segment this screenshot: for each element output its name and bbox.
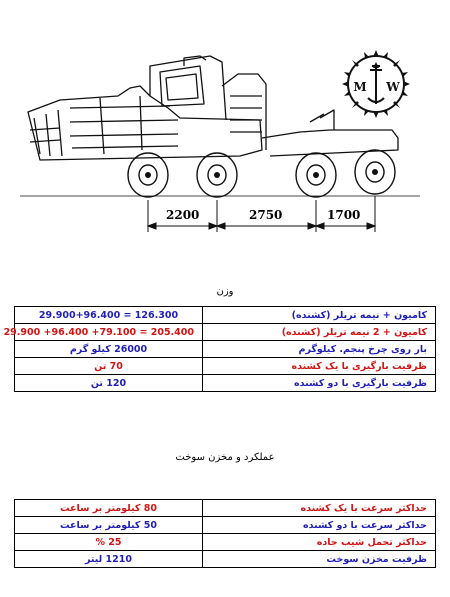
table-row	[15, 375, 436, 392]
weight-label: کامیون + 2 نیمه تریلر (کشنده)	[203, 324, 436, 341]
dimension-label-middle: 2750	[249, 208, 283, 222]
performance-label: حداکثر سرعت با یک کشنده	[203, 500, 436, 517]
weight-value: 26000 کیلو گرم	[15, 341, 203, 358]
weight-table	[3, 306, 436, 392]
mw-logo	[340, 48, 412, 120]
logo-letter-m: M	[353, 80, 367, 94]
logo-letter-w: W	[386, 80, 400, 94]
performance-value: 80 کیلومتر بر ساعت	[15, 500, 203, 517]
table-row	[15, 307, 436, 324]
performance-value: 1210 لیتر	[15, 551, 203, 568]
weight-value: 120 تن	[15, 375, 203, 392]
table-row	[15, 551, 436, 568]
weight-label: ظرفیت بارگیری با یک کشنده	[203, 358, 436, 375]
weight-value: 70 تن	[15, 358, 203, 375]
table-row	[15, 341, 436, 358]
dimension-label-front: 2200	[166, 208, 200, 222]
table-row	[15, 358, 436, 375]
table-row	[15, 324, 436, 341]
performance-label: حداکثر سرعت با دو کشنده	[203, 517, 436, 534]
weight-value: 126.300 = 29.900+96.400	[15, 307, 203, 324]
weight-value: 205.400 = 79.100+ 96.400+ 29.900	[15, 324, 203, 341]
dimension-label-rear: 1700	[327, 208, 361, 222]
performance-heading: عملکرد و مخزن سوخت	[175, 452, 275, 463]
weight-label: بار روی چرخ پنجم. کیلوگرم	[203, 341, 436, 358]
truck-drawing	[0, 0, 450, 250]
weight-heading: وزن	[216, 286, 234, 297]
weight-label: کامیون + نیمه تریلر (کشنده)	[203, 307, 436, 324]
performance-value: 50 کیلومتر بر ساعت	[15, 517, 203, 534]
performance-table	[14, 499, 436, 568]
performance-label: حداکثر تحمل شیب جاده	[203, 534, 436, 551]
table-row	[15, 534, 436, 551]
table-row	[15, 500, 436, 517]
weight-label: ظرفیت بارگیری با دو کشنده	[203, 375, 436, 392]
table-row	[15, 517, 436, 534]
performance-value: 25 %	[15, 534, 203, 551]
performance-label: ظرفیت مخزن سوخت	[203, 551, 436, 568]
